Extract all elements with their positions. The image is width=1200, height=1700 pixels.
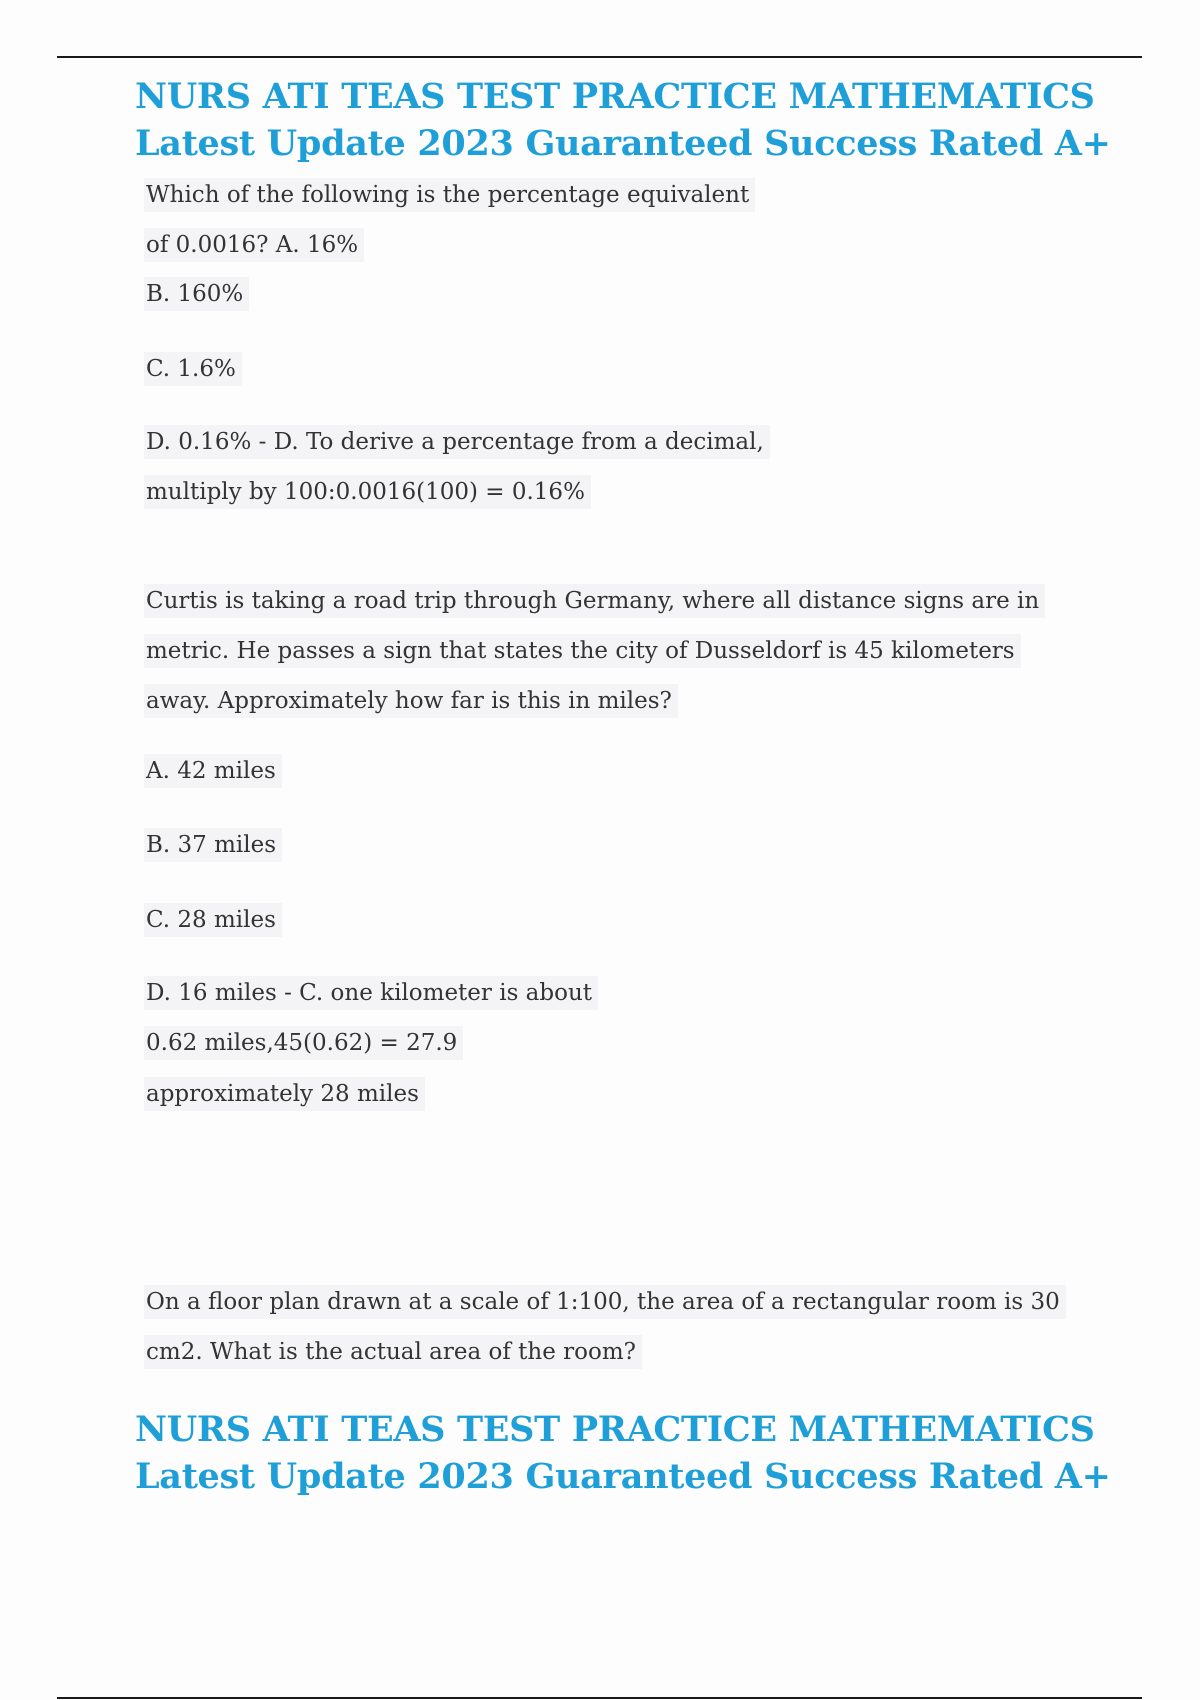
q1-option-d-answer: D. 0.16% - D. To derive a percentage from a decimal, [144,425,770,459]
q2-option-d-answer: D. 16 miles - C. one kilometer is about [144,976,598,1010]
q2-option-c: C. 28 miles [144,903,282,937]
q1-option-b: B. 160% [144,277,249,311]
q2-line-3: away. Approximately how far is this in miles? [144,684,678,718]
q3-line-1: On a floor plan drawn at a scale of 1:100, the area of a rectangular room is 30 [144,1285,1066,1319]
q1-line-1: Which of the following is the percentage equivalent [144,178,755,212]
page-title [135,73,1135,167]
title-line-2: Latest Update 2023 Guaranteed Success Rated A+ [135,123,1111,164]
title-repeat-line-2: Latest Update 2023 Guaranteed Success Rated A+ [135,1456,1111,1497]
q1-line-2: of 0.0016? A. 16% [144,228,364,262]
page-title-repeat [135,1406,1135,1500]
q1-explanation: multiply by 100:0.0016(100) = 0.16% [144,475,591,509]
q2-line-1: Curtis is taking a road trip through Germany, where all distance signs are in [144,584,1045,618]
q3-line-2: cm2. What is the actual area of the room? [144,1335,642,1369]
q2-line-2: metric. He passes a sign that states the city of Dusseldorf is 45 kilometers [144,634,1021,668]
q1-option-c: C. 1.6% [144,352,242,386]
title-repeat-line-1: NURS ATI TEAS TEST PRACTICE MATHEMATICS [135,1409,1095,1450]
q2-explanation-2: approximately 28 miles [144,1077,425,1111]
q2-explanation-1: 0.62 miles,45(0.62) = 27.9 [144,1026,463,1060]
title-line-1: NURS ATI TEAS TEST PRACTICE MATHEMATICS [135,76,1095,117]
q2-option-a: A. 42 miles [144,754,282,788]
top-rule [57,56,1142,58]
bottom-rule [57,1697,1142,1699]
q2-option-b: B. 37 miles [144,828,282,862]
